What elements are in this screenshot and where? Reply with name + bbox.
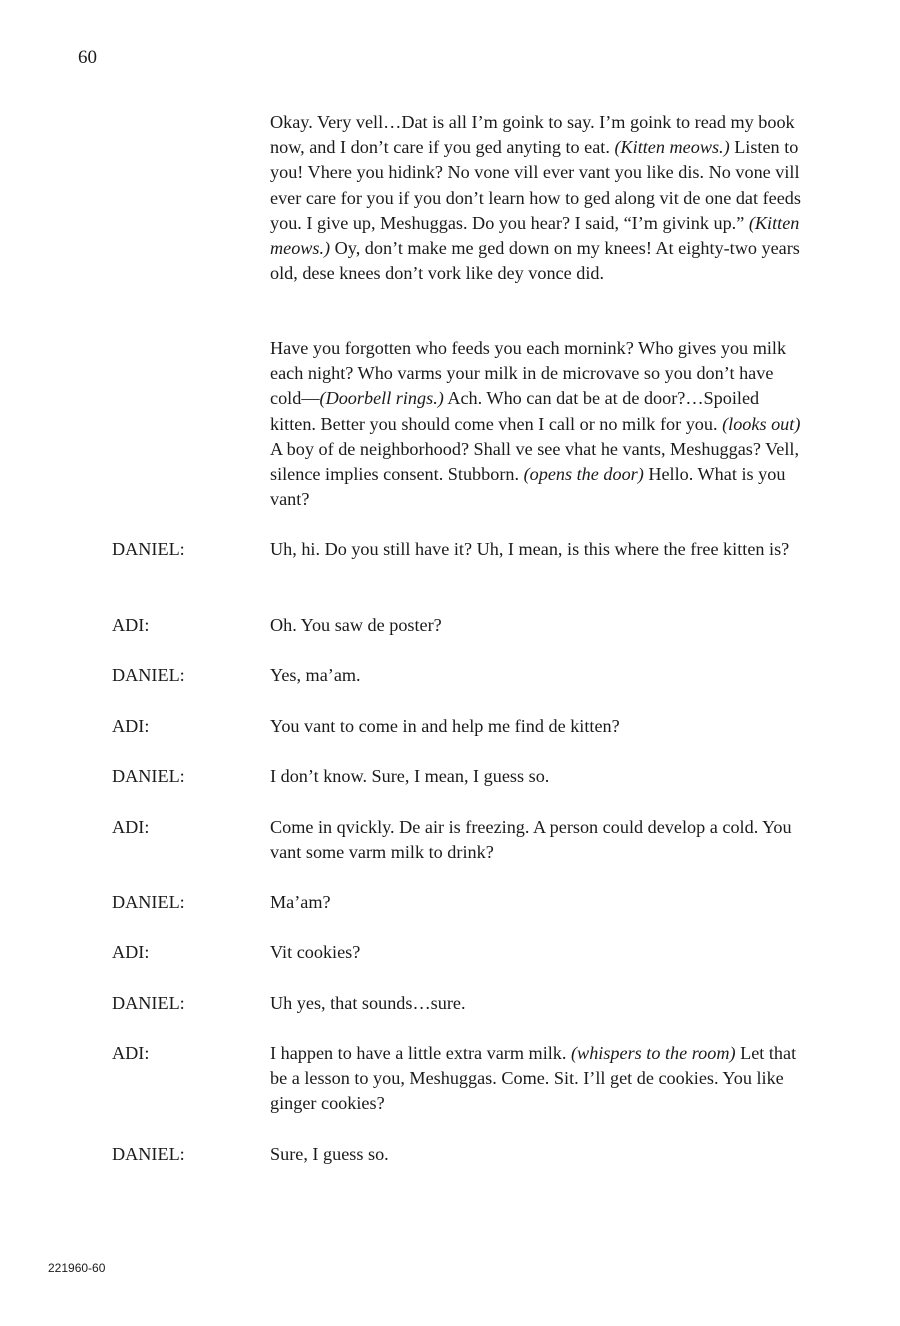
monologue-paragraph-1: Okay. Very vell…Dat is all I’m goink to say. I’m goink to read my book now, and I don’t care if you ged anyting to eat. (Kitten meows.) Listen to you! Vhere you hidink? No vone vill ever vant you like dis. No vone vill ever care for you if you don’t learn how to ged along vit de one dat feeds you. I give up, Meshuggas. Do you hear? I said, “I’m givink up.” (Kitten meows.) Oy, don’t make me ged down on my knees! At eighty-two years old, dese knees don’t vork like dey vonce did. [270,112,801,284]
dialogue-line: I don’t know. Sure, I mean, I guess so. [270,766,550,786]
speaker-name: ADI: [112,716,150,736]
stage-direction: (Doorbell rings.) [319,388,444,409]
dialogue-line: Ma’am? [270,892,331,912]
dialogue-line: Come in qvickly. De air is freezing. A person could develop a cold. You vant some varm milk to drink? [270,817,792,863]
monologue-paragraph-2: Have you forgotten who feeds you each mornink? Who gives you milk each night? Who varms your milk in de microvave so you don’t have cold—(Doorbell rings.) Ach. Who can dat be at de door?…Spoiled kitten. Better you should come vhen I call or no milk for you. (looks out) A boy of de neighborhood? Shall ve see vhat he vants, Meshuggas? Vell, silence implies consent. Stubborn. (opens the door) Hello. What is you vant? [270,338,801,510]
speaker-name: DANIEL: [112,993,185,1013]
dialogue-line: Yes, ma’am. [270,665,361,685]
stage-direction: (Kitten meows.) [614,137,730,158]
page-number: 60 [78,47,97,68]
stage-direction: (whispers to the room) [571,1043,736,1063]
speaker-name: DANIEL: [112,539,185,559]
speaker-name: DANIEL: [112,1144,185,1164]
stage-direction: (opens the door) [523,464,644,485]
dialogue-line: I happen to have a little extra varm milk. (whispers to the room) Let that be a lesson to you, Meshuggas. Come. Sit. I’ll get de cookies. You like ginger cookies? [270,1043,797,1114]
stage-direction: (looks out) [722,413,801,434]
speaker-name: ADI: [112,817,150,837]
dialogue-line: Sure, I guess so. [270,1144,389,1164]
dialogue-line: Uh, hi. Do you still have it? Uh, I mean, is this where the free kitten is? [270,539,790,559]
dialogue-line: Oh. You saw de poster? [270,615,442,635]
speaker-name: DANIEL: [112,665,185,685]
speaker-name: DANIEL: [112,766,185,786]
speaker-name: ADI: [112,1043,150,1063]
speaker-name: ADI: [112,942,150,962]
stage-direction: (Kitten meows.) [270,212,800,259]
footer-code: 221960-60 [48,1261,106,1275]
speaker-name: ADI: [112,615,150,635]
speaker-name: DANIEL: [112,892,185,912]
dialogue-line: Uh yes, that sounds…sure. [270,993,466,1013]
dialogue-line: Vit cookies? [270,942,361,962]
dialogue-line: You vant to come in and help me find de kitten? [270,716,620,736]
